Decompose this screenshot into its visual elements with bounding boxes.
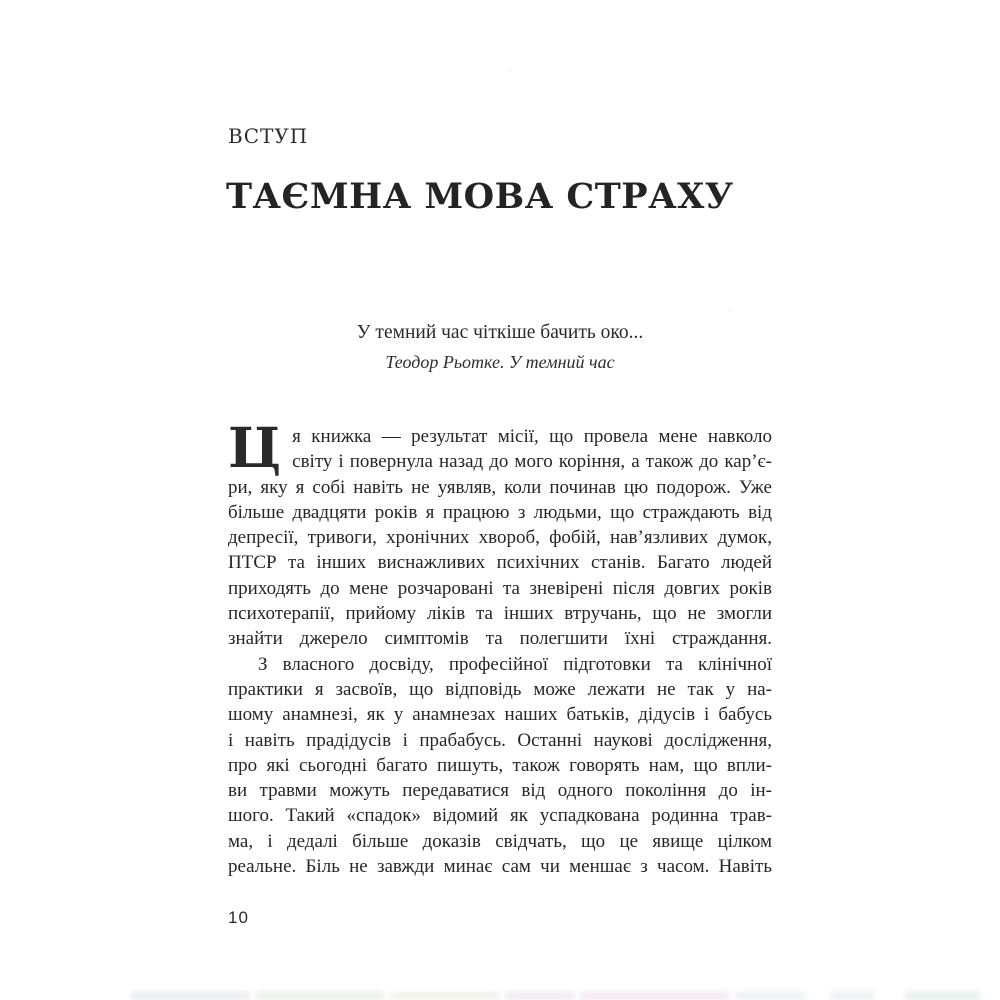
- drop-cap: Ц: [228, 415, 282, 480]
- body-text: [228, 415, 772, 879]
- chapter-kicker: ВСТУП: [228, 124, 309, 148]
- text-line: світу і повернула назад до мого коріння, а також до кар’є-: [292, 451, 772, 473]
- text-line: депресії, тривоги, хронічних хвороб, фобій, нав’язливих думок,: [228, 527, 772, 549]
- text-line: і навіть прадідусів і прабабусь. Останні наукові дослідження,: [228, 729, 772, 751]
- text-line: практики я засвоїв, що відповідь може лежати не так у на-: [228, 678, 772, 700]
- text-line: ма, і дедалі більше доказів свідчать, що це явище цілком: [228, 830, 772, 852]
- text-line: знайти джерело симптомів та полегшити їхні страждання.: [228, 628, 772, 650]
- blur-blob: [830, 991, 875, 1000]
- text-line: про які сьогодні багато пишуть, також говорять нам, що впли-: [228, 754, 772, 776]
- epigraph-quote: У темний час чіткіше бачить око...: [356, 322, 644, 343]
- text-line: ви травми можуть передаватися від одного покоління до ін-: [228, 780, 772, 802]
- blur-blob: [905, 991, 980, 1000]
- chapter-title: ТАЄМНА МОВА СТРАХУ: [226, 176, 734, 217]
- blur-blob: [580, 991, 730, 1000]
- text-line: більше двадцяти років я працюю з людьми, що страждають від: [228, 501, 772, 523]
- text-line: я книжка — результат місії, що провела мене навколо: [292, 426, 772, 447]
- text-line: З власного досвіду, професійної підготовки та клінічної: [258, 653, 772, 675]
- epigraph-attribution: Теодор Рьотке. У темний час: [385, 352, 615, 372]
- text-line: шого. Такий «спадок» відомий як успадкована родинна трав-: [228, 805, 772, 827]
- page-number: 10: [228, 908, 249, 927]
- scan-bottom-edge-artifact: [0, 988, 1000, 1000]
- text-line: приходять до мене розчаровані та зневірені після довгих років: [228, 577, 772, 599]
- blur-blob: [255, 991, 385, 1000]
- text-line: реальне. Біль не завжди минає сам чи меншає з часом. Навіть: [228, 856, 772, 878]
- blur-blob: [390, 991, 500, 1000]
- text-line: шому анамнезі, як у анамнезах наших батьків, дідусів і бабусь: [228, 704, 772, 726]
- blur-blob: [735, 991, 805, 1000]
- text-line: ри, яку я собі навіть не уявляв, коли починав цю подорож. Уже: [228, 476, 772, 498]
- text-line: психотерапії, прийому ліків та інших втручань, що не змогли: [228, 603, 772, 625]
- blur-blob: [505, 991, 575, 1000]
- epigraph: [228, 322, 772, 373]
- paragraph-2: [228, 652, 772, 880]
- paragraph-1: [228, 415, 772, 652]
- blur-blob: [130, 991, 250, 1000]
- text-line: ПТСР та інших виснажливих психічних станів. Багато людей: [228, 552, 772, 574]
